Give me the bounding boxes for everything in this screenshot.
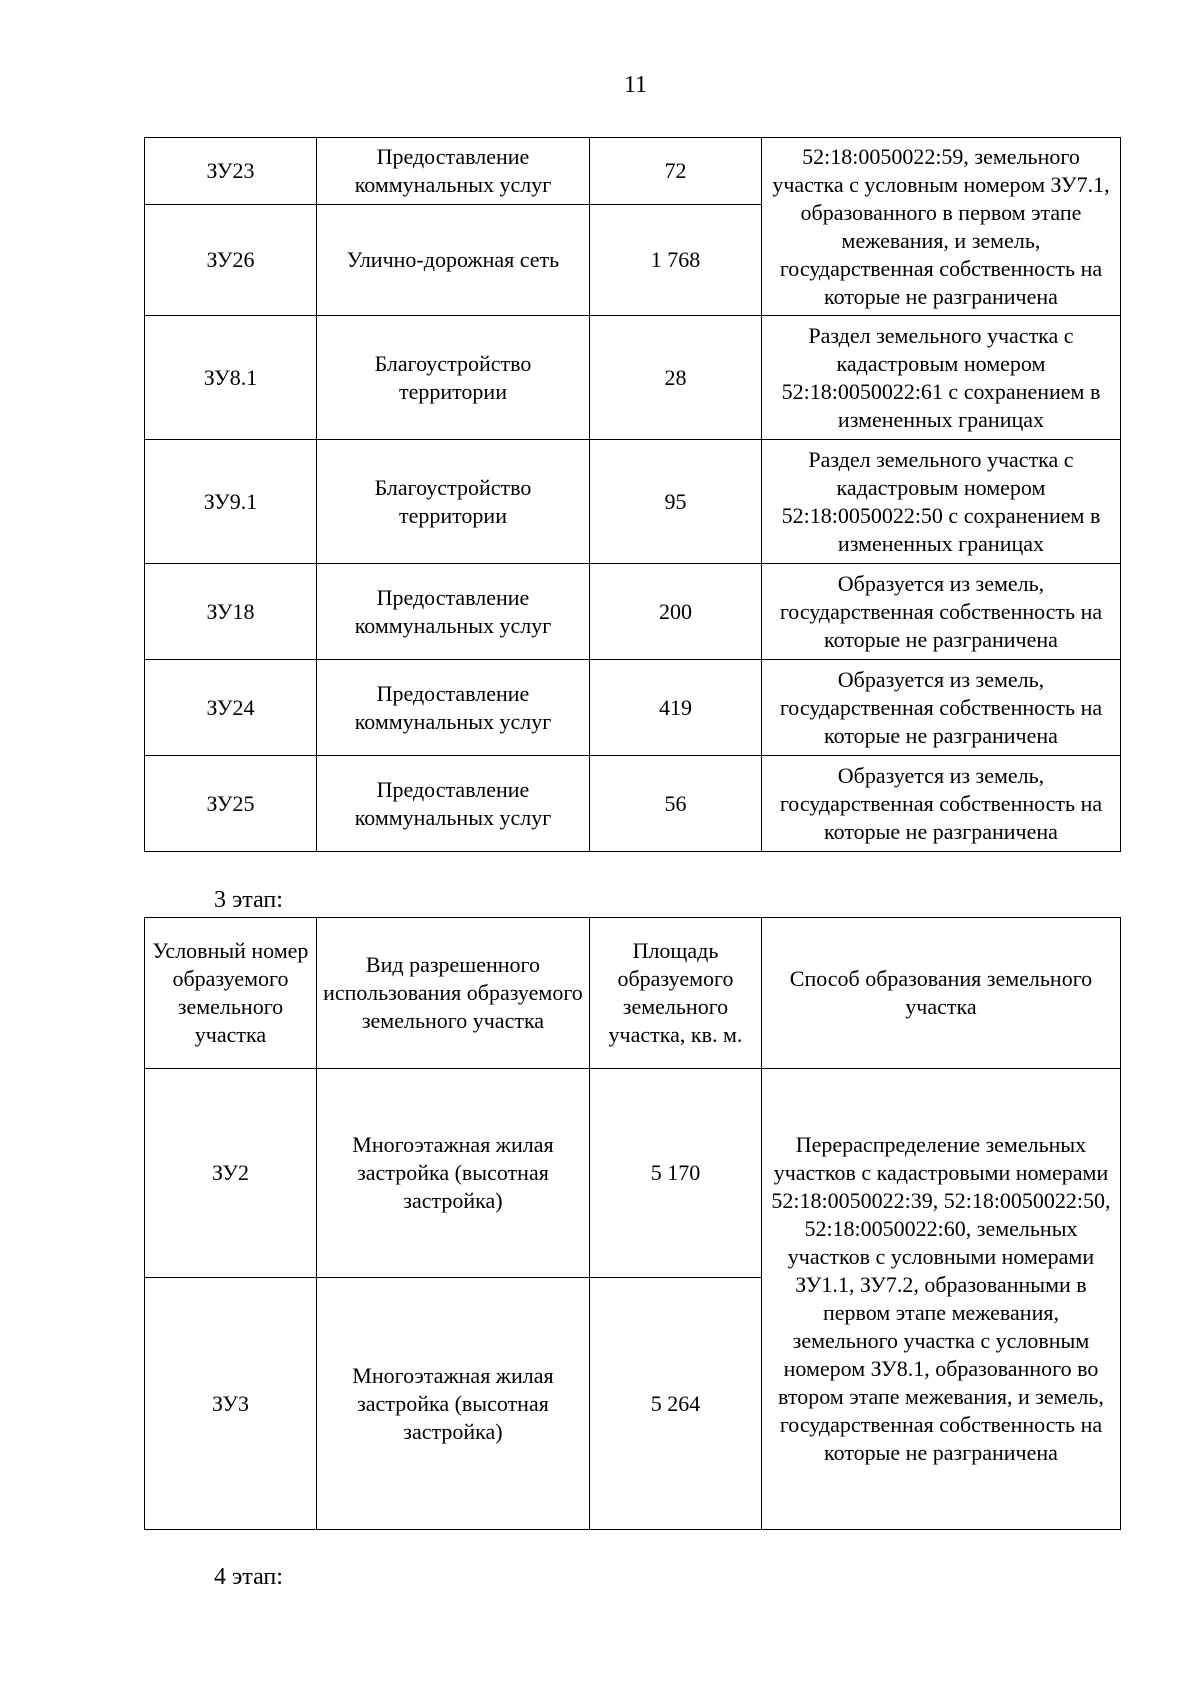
permitted-use-cell: Многоэтажная жилая застройка (высотная застройка) <box>316 1278 589 1530</box>
land-plots-table-continued <box>144 137 1121 852</box>
plot-number-cell: ЗУ8.1 <box>145 316 317 440</box>
area-cell: 200 <box>590 564 762 660</box>
formation-method-cell: Образуется из земель, государственная собственность на которые не разграничена <box>761 660 1120 756</box>
formation-method-cell: Раздел земельного участка с кадастровым номером 52:18:0050022:50 с сохранением в измененных границах <box>761 440 1120 564</box>
formation-method-cell: Перераспределение земельных участков с кадастровыми номерами 52:18:0050022:39, 52:18:0050022:50, 52:18:0050022:60, земельных участков с условными номерами ЗУ1.1, ЗУ7.2, образованными в первом этапе межевания, земельного участка с условным номером ЗУ8.1, образованного во втором этапе межевания, и земель, государственная собственность на которые не разграничена <box>761 1069 1120 1530</box>
permitted-use-cell: Многоэтажная жилая застройка (высотная застройка) <box>316 1069 589 1278</box>
header-formation-method: Способ образования земельного участка <box>761 918 1120 1069</box>
table-row <box>145 564 1121 660</box>
plot-number-cell: ЗУ2 <box>145 1069 317 1278</box>
header-area: Площадь образуемого земельного участка, кв. м. <box>590 918 762 1069</box>
permitted-use-cell: Улично-дорожная сеть <box>316 205 589 316</box>
plot-number-cell: ЗУ18 <box>145 564 317 660</box>
area-cell: 56 <box>590 756 762 852</box>
formation-method-cell: Раздел земельного участка с кадастровым номером 52:18:0050022:61 с сохранением в измененных границах <box>761 316 1120 440</box>
table-header-row <box>145 918 1121 1069</box>
formation-method-cell: 52:18:0050022:59, земельного участка с условным номером ЗУ7.1, образованного в первом этапе межевания, и земель, государственная собственность на которые не разграничена <box>761 138 1120 316</box>
area-cell: 419 <box>590 660 762 756</box>
plot-number-cell: ЗУ26 <box>145 205 317 316</box>
plot-number-cell: ЗУ25 <box>145 756 317 852</box>
permitted-use-cell: Предоставление коммунальных услуг <box>316 564 589 660</box>
area-cell: 95 <box>590 440 762 564</box>
area-cell: 5 264 <box>590 1278 762 1530</box>
plot-number-cell: ЗУ3 <box>145 1278 317 1530</box>
formation-method-cell: Образуется из земель, государственная собственность на которые не разграничена <box>761 564 1120 660</box>
page-number: 11 <box>623 72 648 98</box>
stage-3-land-plots-table <box>144 917 1121 1530</box>
header-plot-number: Условный номер образуемого земельного участка <box>145 918 317 1069</box>
permitted-use-cell: Предоставление коммунальных услуг <box>316 756 589 852</box>
area-cell: 28 <box>590 316 762 440</box>
plot-number-cell: ЗУ23 <box>145 138 317 205</box>
table-row <box>145 316 1121 440</box>
table-row <box>145 756 1121 852</box>
table-row <box>145 440 1121 564</box>
area-cell: 1 768 <box>590 205 762 316</box>
permitted-use-cell: Благоустройство территории <box>316 316 589 440</box>
stage-4-label: 4 этап: <box>214 1564 283 1590</box>
table-row <box>145 1069 1121 1278</box>
plot-number-cell: ЗУ9.1 <box>145 440 317 564</box>
header-permitted-use: Вид разрешенного использования образуемого земельного участка <box>316 918 589 1069</box>
permitted-use-cell: Предоставление коммунальных услуг <box>316 660 589 756</box>
area-cell: 5 170 <box>590 1069 762 1278</box>
table-row <box>145 660 1121 756</box>
area-cell: 72 <box>590 138 762 205</box>
table-row <box>145 138 1121 205</box>
plot-number-cell: ЗУ24 <box>145 660 317 756</box>
formation-method-cell: Образуется из земель, государственная собственность на которые не разграничена <box>761 756 1120 852</box>
stage-3-label: 3 этап: <box>214 887 283 913</box>
permitted-use-cell: Благоустройство территории <box>316 440 589 564</box>
permitted-use-cell: Предоставление коммунальных услуг <box>316 138 589 205</box>
